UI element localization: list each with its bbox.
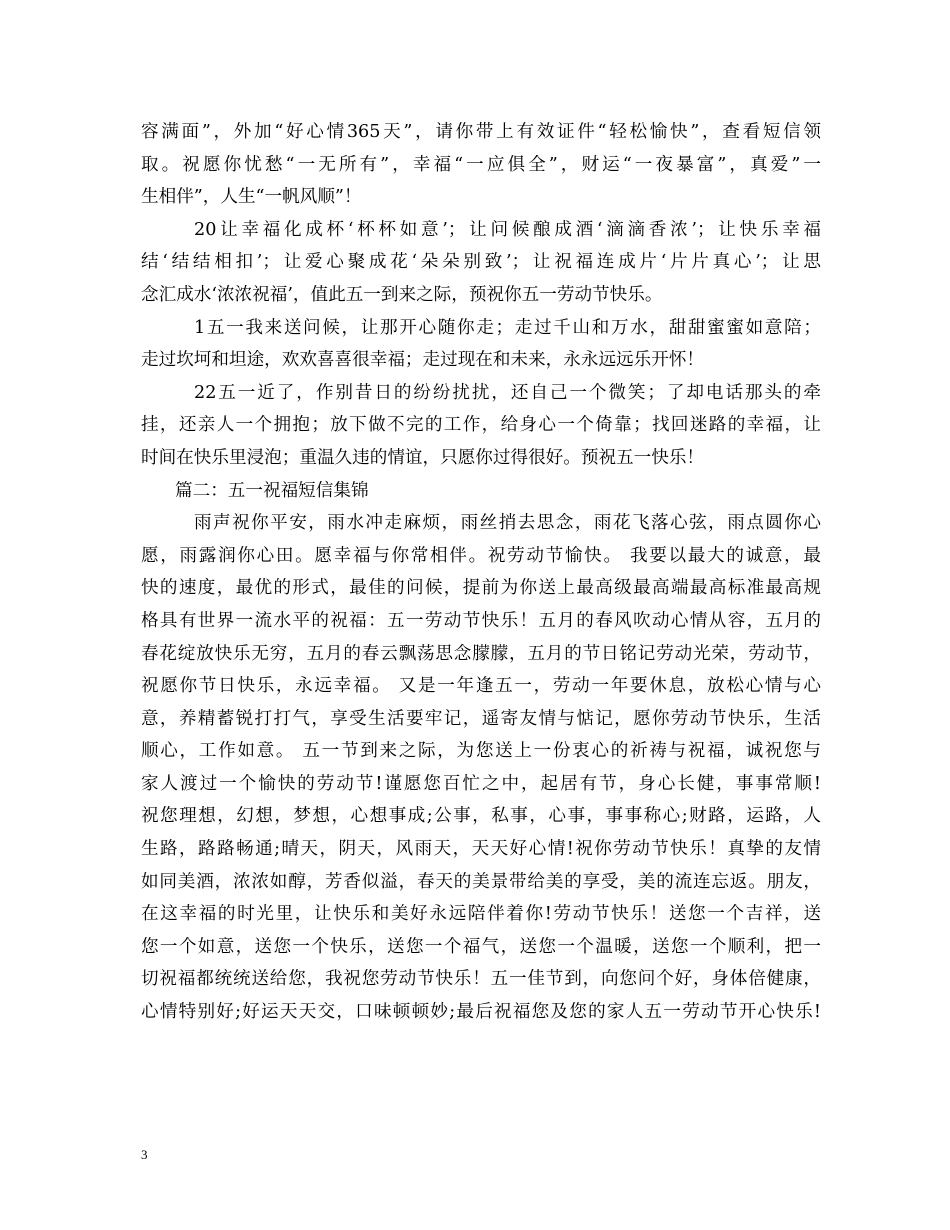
- text-line: 意，养精蓄锐打打气，享受生活要牢记，遥寄友情与惦记，愿你劳动节快乐，生活: [141, 708, 821, 729]
- document-body: [141, 116, 821, 1029]
- text-line: 挂，还亲人一个拥抱；放下做不完的工作，给身心一个倚靠；找回迷路的幸福，让: [141, 415, 821, 436]
- text-line: 祝愿你节日快乐，永远幸福。 又是一年逢五一，劳动一年要休息，放松心情与心: [141, 676, 821, 697]
- text-line: 您一个如意，送您一个快乐，送您一个福气，送您一个温暖，送您一个顺利，把一: [141, 936, 821, 957]
- text-line: 在这幸福的时光里，让快乐和美好永远陪伴着你!劳动节快乐！送您一个吉祥，送: [141, 904, 821, 925]
- text-line: 1五一我来送问候，让那开心随你走；走过千山和万水，甜甜蜜蜜如意陪；: [194, 317, 821, 338]
- section-heading: 篇二：五一祝福短信集锦: [175, 480, 369, 501]
- page-number: 3: [141, 1147, 148, 1162]
- text-line: 切祝福都统统送给您，我祝您劳动节快乐！五一佳节到，向您问个好，身体倍健康，: [141, 969, 821, 990]
- text-line: 20让幸福化成杯‘杯杯如意’；让问候酿成酒‘滴滴香浓’；让快乐幸福: [194, 219, 821, 240]
- text-line: 时间在快乐里浸泡；重温久违的情谊，只愿你过得很好。预祝五一快乐！: [141, 447, 705, 468]
- text-line: 取。祝愿你忧愁“一无所有”，幸福“一应俱全”，财运“一夜暴富”，真爱”一: [141, 154, 821, 175]
- text-line: 生路，路路畅通;晴天，阴天，风雨天，天天好心情!祝你劳动节快乐！真挚的友情: [141, 839, 821, 860]
- text-line: 容满面”，外加“好心情365天”，请你带上有效证件“轻松愉快”，查看短信领: [141, 122, 821, 142]
- text-line: 家人渡过一个愉快的劳动节!谨愿您百忙之中，起居有节，身心长健，事事常顺!: [141, 773, 821, 794]
- text-line: 结‘结结相扣’；让爱心聚成花‘朵朵别致’；让祝福连成片‘片片真心’；让思: [141, 252, 821, 273]
- text-line: 春花绽放快乐无穷，五月的春云飘荡思念朦朦，五月的节日铭记劳动光荣，劳动节，: [141, 643, 821, 664]
- text-line: 祝您理想，幻想，梦想，心想事成;公事，私事，心事，事事称心;财路，运路，人: [141, 806, 821, 827]
- text-line: 心情特别好;好运天天交，口味顿顿妙;最后祝福您及您的家人五一劳动节开心快乐!: [141, 1002, 821, 1023]
- text-line: 愿，雨露润你心田。愿幸福与你常相伴。祝劳动节愉快。 我要以最大的诚意，最: [141, 545, 821, 566]
- text-line: 格具有世界一流水平的祝福：五一劳动节快乐！五月的春风吹动心情从容，五月的: [141, 610, 821, 631]
- text-line: 念汇成水‘浓浓祝福’，值此五一到来之际，预祝你五一劳动节快乐。: [141, 284, 663, 305]
- text-line: 快的速度，最优的形式，最佳的问候，提前为你送上最高级最高端最高标准最高规: [141, 578, 821, 599]
- text-line: 走过坎坷和坦途，欢欢喜喜很幸福；走过现在和未来，永永远远乐开怀！: [141, 350, 705, 371]
- text-line: 顺心，工作如意。 五一节到来之际，为您送上一份衷心的祈祷与祝福，诚祝您与: [141, 741, 821, 762]
- text-line: 如同美酒，浓浓如醇，芳香似溢，春天的美景带给美的享受，美的流连忘返。朋友，: [141, 871, 821, 892]
- text-line: 雨声祝你平安，雨水冲走麻烦，雨丝捎去思念，雨花飞落心弦，雨点圆你心: [194, 513, 821, 534]
- text-line: 生相伴”，人生“一帆风顺”！: [141, 187, 362, 208]
- text-line: 22五一近了，作别昔日的纷纷扰扰，还自己一个微笑；了却电话那头的牵: [194, 382, 821, 403]
